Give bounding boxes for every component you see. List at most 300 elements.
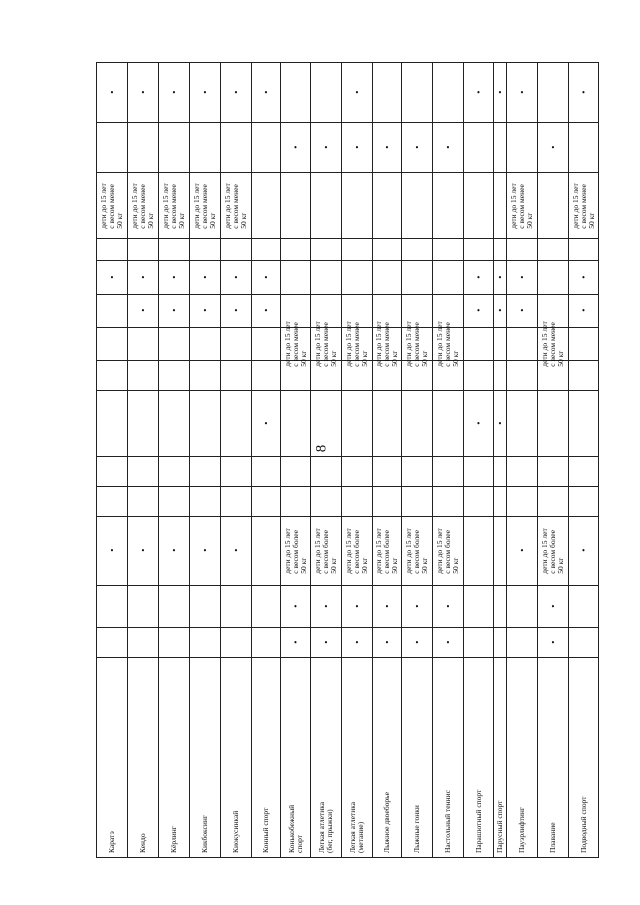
table-cell	[494, 628, 507, 658]
table-cell	[494, 261, 507, 295]
weight-note: дети до 15 лет с весом более 50 кг	[313, 528, 338, 574]
table-cell	[190, 123, 221, 173]
weight-note: дети до 15 лет с весом более 50 кг	[435, 528, 460, 574]
bullet-mark: •	[581, 87, 586, 97]
table-cell	[190, 391, 221, 457]
bullet-mark: •	[355, 142, 359, 152]
bullet-mark: •	[234, 272, 238, 282]
table-cell	[281, 517, 311, 586]
table-cell	[311, 123, 342, 173]
table-cell	[538, 391, 569, 457]
table-cell	[433, 457, 464, 487]
table-cell	[464, 239, 494, 261]
table-cell	[159, 487, 190, 517]
table-cell	[433, 239, 464, 261]
table-cell	[373, 586, 402, 628]
table-cell	[128, 457, 159, 487]
table-cell	[373, 391, 402, 457]
table-cell	[494, 239, 507, 261]
table-cell	[159, 586, 190, 628]
sport-name: Киокусинкай	[231, 810, 240, 853]
bullet-mark: •	[172, 272, 176, 282]
bullet-mark: •	[385, 142, 389, 152]
bullet-mark: •	[498, 418, 502, 428]
table-cell	[159, 239, 190, 261]
table-cell	[342, 239, 373, 261]
table-cell	[569, 328, 599, 361]
table-cell	[311, 586, 342, 628]
bullet-mark: •	[385, 601, 389, 611]
table-cell	[97, 391, 128, 457]
bullet-mark: •	[415, 142, 419, 152]
sport-name: Подводный спорт	[578, 796, 588, 853]
table-cell	[538, 173, 569, 239]
table-cell	[221, 391, 252, 457]
weight-note: дети до 15 лет с весом менее 50 кг	[404, 321, 429, 367]
table-cell	[311, 487, 342, 517]
sport-name-cell	[402, 658, 433, 858]
table-cell	[252, 586, 281, 628]
weight-note: дети до 15 лет с весом менее 50 кг	[282, 321, 308, 367]
bullet-mark: •	[324, 142, 328, 152]
sport-name-cell	[252, 658, 281, 858]
table-cell	[433, 321, 464, 367]
table-cell	[252, 361, 281, 391]
bullet-mark: •	[234, 545, 238, 556]
table-cell	[569, 261, 599, 295]
table-cell	[494, 487, 507, 517]
table-cell	[128, 261, 159, 295]
bullet-mark: •	[234, 87, 238, 97]
table-cell	[128, 628, 159, 658]
bullet-mark: •	[355, 601, 359, 611]
table-cell	[373, 361, 402, 391]
bullet-mark: •	[551, 601, 555, 611]
table-cell	[128, 123, 159, 173]
table-cell	[464, 487, 494, 517]
table-cell	[190, 628, 221, 658]
table-cell	[373, 261, 402, 295]
table-cell	[433, 173, 464, 239]
bullet-mark: •	[355, 87, 359, 97]
table-cell	[373, 173, 402, 239]
table-cell	[221, 63, 252, 123]
table-cell	[569, 391, 599, 457]
table-cell	[433, 586, 464, 628]
table-cell	[252, 123, 281, 173]
sport-name-cell	[281, 658, 311, 858]
table-cell	[128, 517, 159, 586]
table-cell	[464, 586, 494, 628]
table-cell	[221, 457, 252, 487]
table-cell	[569, 586, 599, 628]
table-cell	[342, 628, 373, 658]
table-cell	[538, 63, 569, 123]
table-cell	[464, 295, 494, 328]
sport-name-cell	[538, 658, 569, 858]
table-cell	[464, 173, 494, 239]
table-cell	[311, 63, 342, 123]
table-cell	[373, 123, 402, 173]
table-cell	[97, 63, 128, 123]
table-cell	[159, 261, 190, 295]
table-cell	[311, 261, 342, 295]
table-cell	[128, 586, 159, 628]
table-cell	[221, 628, 252, 658]
table-cell	[221, 123, 252, 173]
table-cell	[311, 361, 342, 391]
table-band-c0	[97, 628, 599, 658]
table-cell	[252, 261, 281, 295]
sport-name: Кендо	[138, 833, 147, 853]
table-band-c10	[97, 239, 599, 261]
bullet-mark: •	[172, 305, 176, 316]
table-cell	[402, 261, 433, 295]
sport-name-cell	[464, 658, 494, 858]
table-cell	[373, 628, 402, 658]
weight-note: дети до 15 лет с весом более 50 кг	[540, 528, 565, 574]
table-cell	[538, 487, 569, 517]
weight-note: дети до 15 лет с весом менее 50 кг	[435, 321, 460, 367]
table-cell	[402, 239, 433, 261]
table-cell	[252, 457, 281, 487]
table-cell	[252, 517, 281, 586]
sport-name-cell	[311, 658, 342, 858]
weight-note: дети до 15 лет с весом менее 50 кг	[540, 321, 565, 367]
table-cell	[311, 517, 342, 586]
weight-note: дети до 15 лет с весом более 50 кг	[374, 528, 399, 574]
bullet-mark: •	[234, 305, 238, 316]
table-band-c6	[97, 361, 599, 391]
table-cell	[190, 517, 221, 586]
weight-note: дети до 15 лет с весом менее 50 кг	[313, 321, 338, 367]
table-cell	[402, 457, 433, 487]
table-cell	[159, 328, 190, 361]
table-cell	[569, 628, 599, 658]
table-cell	[221, 261, 252, 295]
table-cell	[433, 123, 464, 173]
table-cell	[569, 487, 599, 517]
table-cell	[190, 295, 221, 328]
table-cell	[128, 173, 159, 239]
bullet-mark: •	[110, 545, 114, 556]
sport-name: Настольный теннис	[443, 790, 452, 853]
table-cell	[538, 517, 569, 586]
sport-name-cell	[569, 658, 599, 858]
sport-name: Конькобежный спорт	[286, 804, 304, 853]
table-cell	[433, 63, 464, 123]
table-cell	[311, 321, 342, 367]
bullet-mark: •	[293, 142, 298, 152]
table-cell	[373, 239, 402, 261]
bullet-mark: •	[520, 87, 524, 97]
table-cell	[128, 328, 159, 361]
table-cell	[97, 123, 128, 173]
table-cell	[342, 361, 373, 391]
table-cell	[373, 487, 402, 517]
table-cell	[190, 261, 221, 295]
sport-name: Парашютный спорт	[473, 789, 483, 853]
bullet-mark: •	[324, 637, 328, 647]
table-band-c3	[97, 487, 599, 517]
table-cell	[433, 487, 464, 517]
table-cell	[494, 328, 507, 361]
table-cell	[190, 487, 221, 517]
table-cell	[569, 123, 599, 173]
table-cell	[538, 261, 569, 295]
table-cell	[159, 517, 190, 586]
table-cell	[221, 517, 252, 586]
table-cell	[97, 628, 128, 658]
bullet-mark: •	[581, 545, 586, 556]
table-cell	[494, 517, 507, 586]
table-cell	[281, 63, 311, 123]
table-cell	[507, 173, 538, 239]
bullet-mark: •	[264, 272, 268, 282]
table-cell	[538, 628, 569, 658]
sport-name: Парусный спорт	[495, 800, 504, 853]
table-cell	[221, 586, 252, 628]
table-cell	[494, 295, 507, 328]
table-band-c7	[97, 328, 599, 361]
bullet-mark: •	[520, 305, 524, 316]
table-cell	[342, 457, 373, 487]
table-cell	[190, 239, 221, 261]
table-cell	[281, 261, 311, 295]
table-cell	[97, 328, 128, 361]
table-cell	[159, 63, 190, 123]
table-cell	[507, 295, 538, 328]
table-cell	[402, 321, 433, 367]
table-cell	[402, 517, 433, 586]
table-cell	[97, 457, 128, 487]
table-cell	[433, 628, 464, 658]
sport-name: Кёрлинг	[169, 826, 178, 853]
bullet-mark: •	[520, 272, 524, 282]
sport-name-cell	[433, 658, 464, 858]
table-cell	[252, 391, 281, 457]
table-cell	[342, 321, 373, 367]
page-number: 8	[313, 444, 330, 453]
bullet-mark: •	[498, 305, 502, 316]
table-cell	[464, 63, 494, 123]
table-cell	[433, 361, 464, 391]
table-cell	[402, 173, 433, 239]
table-cell	[97, 295, 128, 328]
table-cell	[464, 361, 494, 391]
table-cell	[507, 391, 538, 457]
table-cell	[128, 391, 159, 457]
table-band-sport	[97, 658, 599, 858]
table-cell	[97, 173, 128, 239]
bullet-mark: •	[203, 545, 207, 556]
table-cell	[464, 261, 494, 295]
table-band-c4	[97, 457, 599, 487]
table-cell	[342, 517, 373, 586]
bullet-mark: •	[446, 637, 450, 647]
table-cell	[494, 123, 507, 173]
table-cell	[281, 391, 311, 457]
table-band-c5	[97, 391, 599, 457]
bullet-mark: •	[203, 87, 207, 97]
table-cell	[281, 487, 311, 517]
sport-name: Плавание	[548, 822, 557, 853]
weight-note: дети до 15 лет с весом менее 50 кг	[161, 182, 186, 229]
table-cell	[507, 628, 538, 658]
table-cell	[373, 457, 402, 487]
table-cell	[342, 487, 373, 517]
table-cell	[342, 123, 373, 173]
sport-name-cell	[97, 658, 128, 858]
table-cell	[252, 63, 281, 123]
bullet-mark: •	[264, 305, 268, 316]
table-cell	[252, 328, 281, 361]
bullet-mark: •	[476, 272, 481, 282]
table-cell	[507, 586, 538, 628]
table-cell	[569, 239, 599, 261]
table-cell	[373, 63, 402, 123]
sport-name: Легкая атлетика (бег, прыжки)	[317, 801, 334, 853]
bullet-mark: •	[110, 87, 114, 97]
table-cell	[538, 586, 569, 628]
table-cell	[373, 517, 402, 586]
table-cell	[97, 586, 128, 628]
table-cell	[311, 239, 342, 261]
table-cell	[464, 517, 494, 586]
table-cell	[221, 361, 252, 391]
bullet-mark: •	[498, 272, 502, 282]
table-cell	[507, 261, 538, 295]
table-cell	[342, 586, 373, 628]
table-cell	[311, 628, 342, 658]
table-cell	[159, 295, 190, 328]
table-cell	[221, 328, 252, 361]
table-band-c12	[97, 123, 599, 173]
table-cell	[538, 361, 569, 391]
weight-note: дети до 15 лет с весом более 50 кг	[282, 528, 308, 574]
table-band-c2	[97, 517, 599, 586]
weight-note: дети до 15 лет с весом более 50 кг	[344, 528, 369, 574]
bullet-mark: •	[476, 305, 481, 316]
table-cell	[311, 457, 342, 487]
bullet-mark: •	[264, 87, 268, 97]
table-cell	[97, 361, 128, 391]
bullet-mark: •	[141, 545, 145, 556]
table-cell	[159, 457, 190, 487]
bullet-mark: •	[476, 418, 481, 428]
bullet-mark: •	[446, 601, 450, 611]
table-band-c9	[97, 261, 599, 295]
table-cell	[281, 123, 311, 173]
table-cell	[507, 63, 538, 123]
sport-name: Пауэрлифтинг	[517, 807, 526, 853]
sport-name-cell	[342, 658, 373, 858]
bullet-mark: •	[581, 305, 586, 316]
sport-name: Кикбоксинг	[200, 815, 209, 853]
bullet-mark: •	[520, 545, 524, 556]
sport-name-cell	[221, 658, 252, 858]
table-cell	[190, 63, 221, 123]
bullet-mark: •	[141, 305, 145, 316]
bullet-mark: •	[385, 637, 389, 647]
weight-note: дети до 15 лет с весом более 50 кг	[404, 528, 429, 574]
table-cell	[252, 487, 281, 517]
bullet-mark: •	[203, 272, 207, 282]
table-cell	[311, 391, 342, 457]
table-cell	[507, 328, 538, 361]
table-cell	[538, 457, 569, 487]
bullet-mark: •	[551, 637, 555, 647]
table-cell	[507, 239, 538, 261]
table-cell	[569, 361, 599, 391]
table-cell	[569, 173, 599, 239]
table-cell	[159, 391, 190, 457]
table-cell	[538, 321, 569, 367]
table-cell	[159, 173, 190, 239]
table-cell	[281, 457, 311, 487]
bullet-mark: •	[141, 87, 145, 97]
sport-name: Лыжное двоеборье	[382, 792, 391, 853]
table-cell	[507, 361, 538, 391]
table-cell	[342, 173, 373, 239]
weight-note: дети до 15 лет с весом менее 50 кг	[570, 182, 596, 229]
table-cell	[433, 517, 464, 586]
table-cell	[281, 586, 311, 628]
table-cell	[252, 628, 281, 658]
table-cell	[190, 173, 221, 239]
table-cell	[507, 487, 538, 517]
table-cell	[494, 457, 507, 487]
bullet-mark: •	[476, 87, 481, 97]
table-cell	[128, 63, 159, 123]
sport-name-cell	[494, 658, 507, 858]
sport-name-cell	[128, 658, 159, 858]
bullet-mark: •	[415, 601, 419, 611]
table-cell	[190, 328, 221, 361]
table-band-c13	[97, 63, 599, 123]
table-cell	[281, 628, 311, 658]
sport-name-cell	[507, 658, 538, 858]
table-cell	[281, 173, 311, 239]
table-cell	[402, 63, 433, 123]
table-cell	[221, 487, 252, 517]
sport-name: Лыжные гонки	[412, 805, 421, 853]
bullet-mark: •	[172, 545, 176, 556]
table-cell	[464, 123, 494, 173]
table-cell	[464, 328, 494, 361]
bullet-mark: •	[324, 601, 328, 611]
table-cell	[464, 628, 494, 658]
table-cell	[311, 173, 342, 239]
table-cell	[97, 261, 128, 295]
table-cell	[507, 457, 538, 487]
weight-note: дети до 15 лет с весом менее 50 кг	[192, 182, 217, 229]
table-cell	[507, 123, 538, 173]
table-cell	[252, 239, 281, 261]
bullet-mark: •	[293, 601, 298, 611]
table-cell	[402, 391, 433, 457]
table-band-c11	[97, 173, 599, 239]
table-cell	[464, 391, 494, 457]
table-cell	[569, 517, 599, 586]
table-cell	[128, 487, 159, 517]
sport-name-cell	[159, 658, 190, 858]
sports-table	[96, 62, 599, 858]
table-cell	[97, 487, 128, 517]
table-cell	[97, 239, 128, 261]
bullet-mark: •	[110, 272, 114, 282]
bullet-mark: •	[293, 637, 298, 647]
